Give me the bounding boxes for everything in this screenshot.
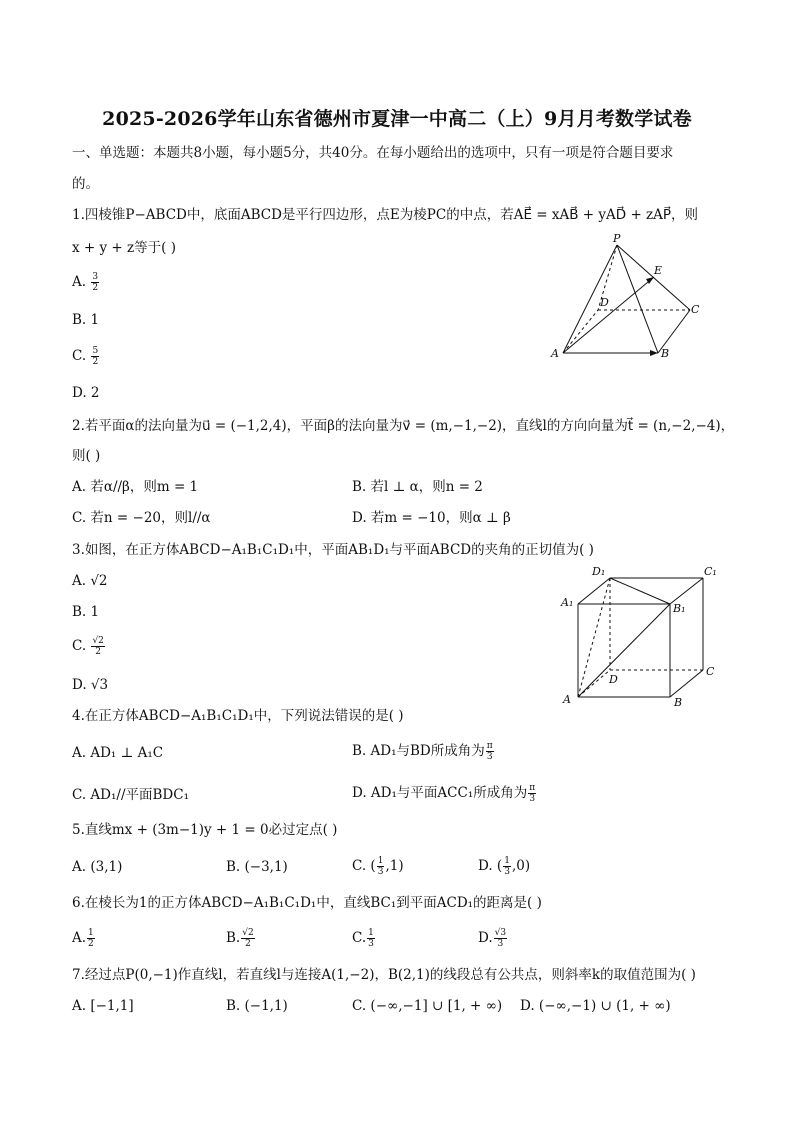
q3-label-c1: C₁ [704,565,717,578]
q1-option-c: C. $\frac{5}{2}$ [72,346,99,367]
q1-label-a: A [551,347,559,360]
q3-label-c: C [706,665,715,678]
q3-option-a: A. √2 [72,573,108,589]
q2-stem-line2: 则( ) [72,448,101,464]
section-heading-line2: 的。 [72,176,99,192]
q5-option-a: A. (3,1) [72,859,123,875]
q5-option-c: C. ( $\frac{1}{3}$ ,1) [352,856,404,877]
q5-option-b: B. (−3,1) [226,859,288,875]
q2-option-c: C. 若n = −20，则l//α [72,510,211,526]
q6-stem: 6.在棱长为1的正方体ABCD−A₁B₁C₁D₁中，直线BC₁到平面ACD₁的距离是( ) [72,895,542,911]
q3-label-d1: D₁ [592,565,606,578]
q1-option-d: D. 2 [72,385,100,401]
q3-option-b: B. 1 [72,604,100,620]
q7-option-d: D. (−∞,−1) ∪ (1, + ∞) [520,998,671,1014]
q6-option-b: B. $\frac{√2}{2}$ [226,928,254,949]
q7-option-b: B. (−1,1) [226,998,288,1014]
q1-option-a: A. $\frac{3}{2}$ [72,272,99,293]
q4-option-d: D. AD₁与平面ACC₁所成角为 $\frac{\pi}{3}$ [352,783,536,804]
exam-title: 2025-2026学年山东省德州市夏津一中高二（上）9月月考数学试卷 [102,108,692,130]
q3-option-d: D. √3 [72,677,109,693]
q3-stem: 3.如图，在正方体ABCD−A₁B₁C₁D₁中，平面AB₁D₁与平面ABCD的夹角的正切值为( ) [72,542,594,558]
q4-stem: 4.在正方体ABCD−A₁B₁C₁D₁中，下列说法错误的是( ) [72,708,404,724]
q3-label-a1: A₁ [561,596,574,609]
q7-option-a: A. [−1,1] [72,998,134,1014]
q2-option-a: A. 若α//β，则m = 1 [72,479,199,495]
q2-option-b: B. 若l ⊥ α，则n = 2 [352,479,483,495]
section-heading-line1: 一、单选题：本题共8小题，每小题5分，共40分。在每小题给出的选项中，只有一项是符合题目要求 [72,145,674,161]
q4-option-a: A. AD₁ ⊥ A₁C [72,745,164,761]
q3-label-a: A [563,693,571,706]
q1-stem-line1: 1.四棱锥P−ABCD中，底面ABCD是平行四边形，点E为棱PC的中点，若AE⃗ = xAB⃗ + yAD⃗ + zAP⃗，则 [72,207,699,223]
q4-option-b: B. AD₁与BD所成角为 $\frac{\pi}{3}$ [352,741,493,762]
q5-option-d: D. ( $\frac{1}{3}$ ,0) [478,856,531,877]
q7-option-c: C. (−∞,−1] ∪ [1, + ∞) [352,998,503,1014]
q1-label-b: B [661,347,670,360]
q6-option-d: D. $\frac{√3}{3}$ [478,928,507,949]
q6-option-a: A. $\frac{1}{2}$ [72,928,94,949]
q6-option-c: C. $\frac{1}{3}$ [352,928,374,949]
q1-label-c: C [691,303,700,316]
q7-stem: 7.经过点P(0,−1)作直线l，若直线l与连接A(1,−2)，B(2,1)的线段总有公共点，则斜率k的取值范围为( ) [72,967,696,983]
q2-option-d: D. 若m = −10，则α ⊥ β [352,510,511,526]
q4-option-c: C. AD₁//平面BDC₁ [72,787,189,803]
q1-label-d: D [600,296,609,309]
q3-label-d: D [609,673,618,686]
q3-option-c: C. $\frac{√2}{2}$ [72,636,104,657]
q1-option-b: B. 1 [72,312,100,328]
q1-stem-line2: x + y + z等于( ) [72,240,176,256]
q2-stem-line1: 2.若平面α的法向量为u⃗ = (−1,2,4)，平面β的法向量为v⃗ = (m,−1,−2)，直线l的方向向量为t⃗ = (n,−2,−4)， [72,418,735,434]
q3-label-b: B [674,696,683,709]
q5-stem: 5.直线mx + (3m−1)y + 1 = 0必过定点( ) [72,822,338,838]
q1-label-e: E [654,264,663,277]
q3-label-b1: B₁ [673,602,686,615]
q1-label-p: P [613,232,621,245]
